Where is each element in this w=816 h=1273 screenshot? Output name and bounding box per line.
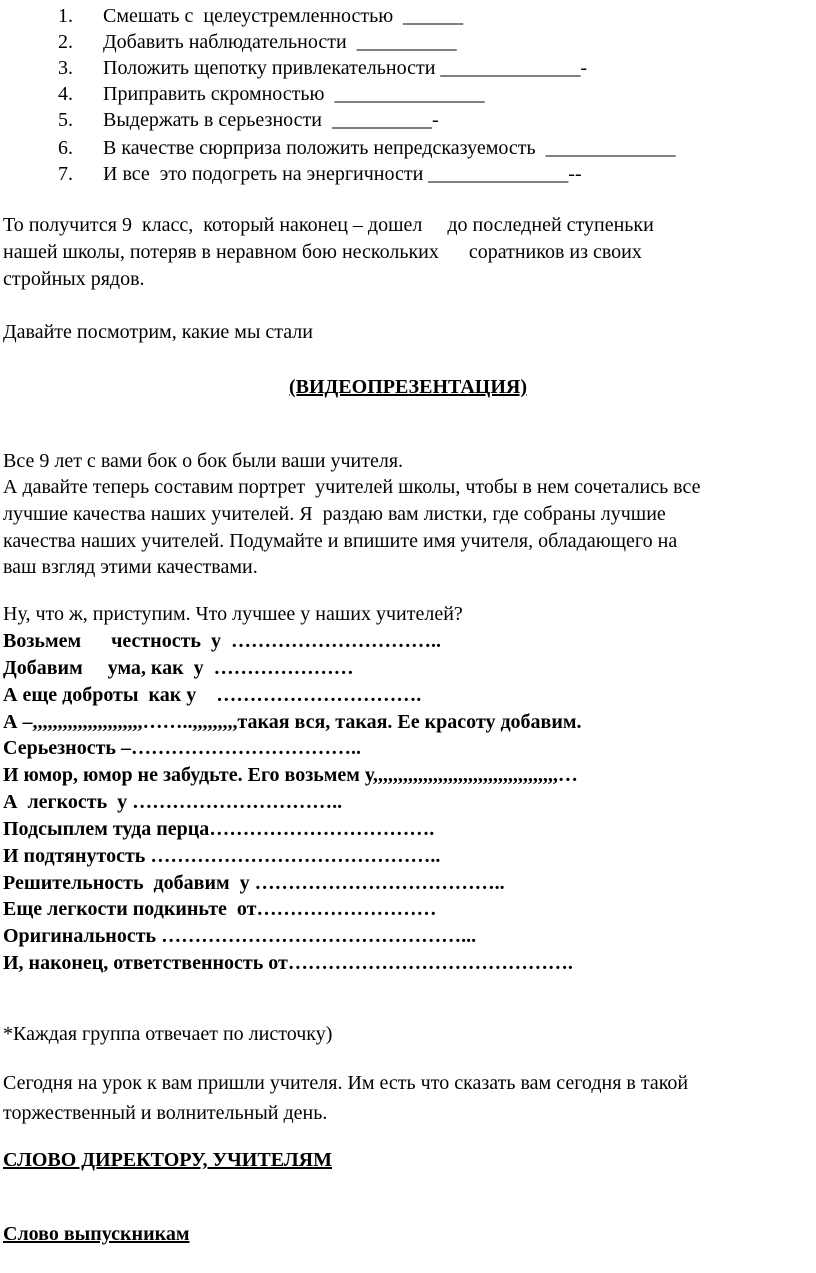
paragraph-line: нашей школы, потеряв в неравном бою нескольких соратников из своих bbox=[3, 241, 642, 263]
bold-line: И юмор, юмор не забудьте. Его возьмем у,,,,,,,,,,,,,,,,,,,,,,,,,,,,,,,,,,,,,… bbox=[3, 764, 578, 786]
video-heading: (ВИДЕОПРЕЗЕНТАЦИЯ) bbox=[288, 376, 528, 398]
list-number: 7. bbox=[58, 163, 73, 185]
list-number: 1. bbox=[58, 5, 73, 27]
paragraph-line: Все 9 лет с вами бок о бок были ваши учителя. bbox=[3, 450, 404, 472]
director-heading: СЛОВО ДИРЕКТОРУ, УЧИТЕЛЯМ bbox=[3, 1149, 332, 1171]
list-item: И все это подогреть на энергичности ______________-- bbox=[103, 163, 582, 185]
bold-line: И, наконец, ответственность от……………………………………. bbox=[3, 952, 573, 974]
paragraph-line: ваш взгляд этими качествами. bbox=[3, 556, 258, 578]
paragraph-line: стройных рядов. bbox=[3, 268, 145, 290]
note-line: *Каждая группа отвечает по листочку) bbox=[3, 1023, 333, 1045]
bold-line: Решительность добавим у ……………………………….. bbox=[3, 872, 505, 894]
list-item: В качестве сюрприза положить непредсказуемость _____________ bbox=[103, 137, 676, 159]
bold-line: Добавим ума, как у ………………… bbox=[3, 657, 354, 679]
bold-line: А легкость у ………………………….. bbox=[3, 791, 343, 813]
bold-line: Подсыплем туда перца……………………………. bbox=[3, 818, 435, 840]
bold-line: А еще доброты как у …………………………. bbox=[3, 684, 422, 706]
paragraph-line: качества наших учителей. Подумайте и впишите имя учителя, обладающего на bbox=[3, 530, 678, 552]
graduates-heading: Слово выпускникам bbox=[3, 1223, 190, 1245]
list-number: 3. bbox=[58, 57, 73, 79]
list-number: 2. bbox=[58, 31, 73, 53]
list-item: Положить щепотку привлекательности ______________- bbox=[103, 57, 588, 79]
list-item: Приправить скромностью _______________ bbox=[103, 83, 485, 105]
list-number: 6. bbox=[58, 137, 73, 159]
paragraph-line: Давайте посмотрим, какие мы стали bbox=[3, 321, 313, 343]
list-number: 4. bbox=[58, 83, 73, 105]
bold-line: Еще легкости подкиньте от……………………… bbox=[3, 898, 437, 920]
paragraph-line: лучшие качества наших учителей. Я раздаю вам листки, где собраны лучшие bbox=[3, 503, 666, 525]
list-item: Выдержать в серьезности __________- bbox=[103, 109, 439, 131]
list-item: Добавить наблюдательности __________ bbox=[103, 31, 457, 53]
bold-line: Оригинальность ………………………………………... bbox=[3, 925, 477, 947]
paragraph-line: А давайте теперь составим портрет учителей школы, чтобы в нем сочетались все bbox=[3, 476, 701, 498]
list-number: 5. bbox=[58, 109, 73, 131]
paragraph-line: Ну, что ж, приступим. Что лучшее у наших учителей? bbox=[3, 603, 463, 625]
bold-line: Серьезность –…………………………….. bbox=[3, 737, 361, 759]
bold-line: А –,,,,,,,,,,,,,,,,,,,,,,……..,,,,,,,,,такая вся, такая. Ее красоту добавим. bbox=[3, 711, 582, 733]
paragraph-line: торжественный и волнительный день. bbox=[3, 1102, 328, 1124]
list-item: Смешать с целеустремленностью ______ bbox=[103, 5, 464, 27]
paragraph-line: Сегодня на урок к вам пришли учителя. Им есть что сказать вам сегодня в такой bbox=[3, 1072, 689, 1094]
bold-line: Возьмем честность у ………………………….. bbox=[3, 630, 441, 652]
bold-line: И подтянутость …………………………………….. bbox=[3, 845, 441, 867]
paragraph-line: То получится 9 класс, который наконец – дошел до последней ступеньки bbox=[3, 214, 654, 236]
